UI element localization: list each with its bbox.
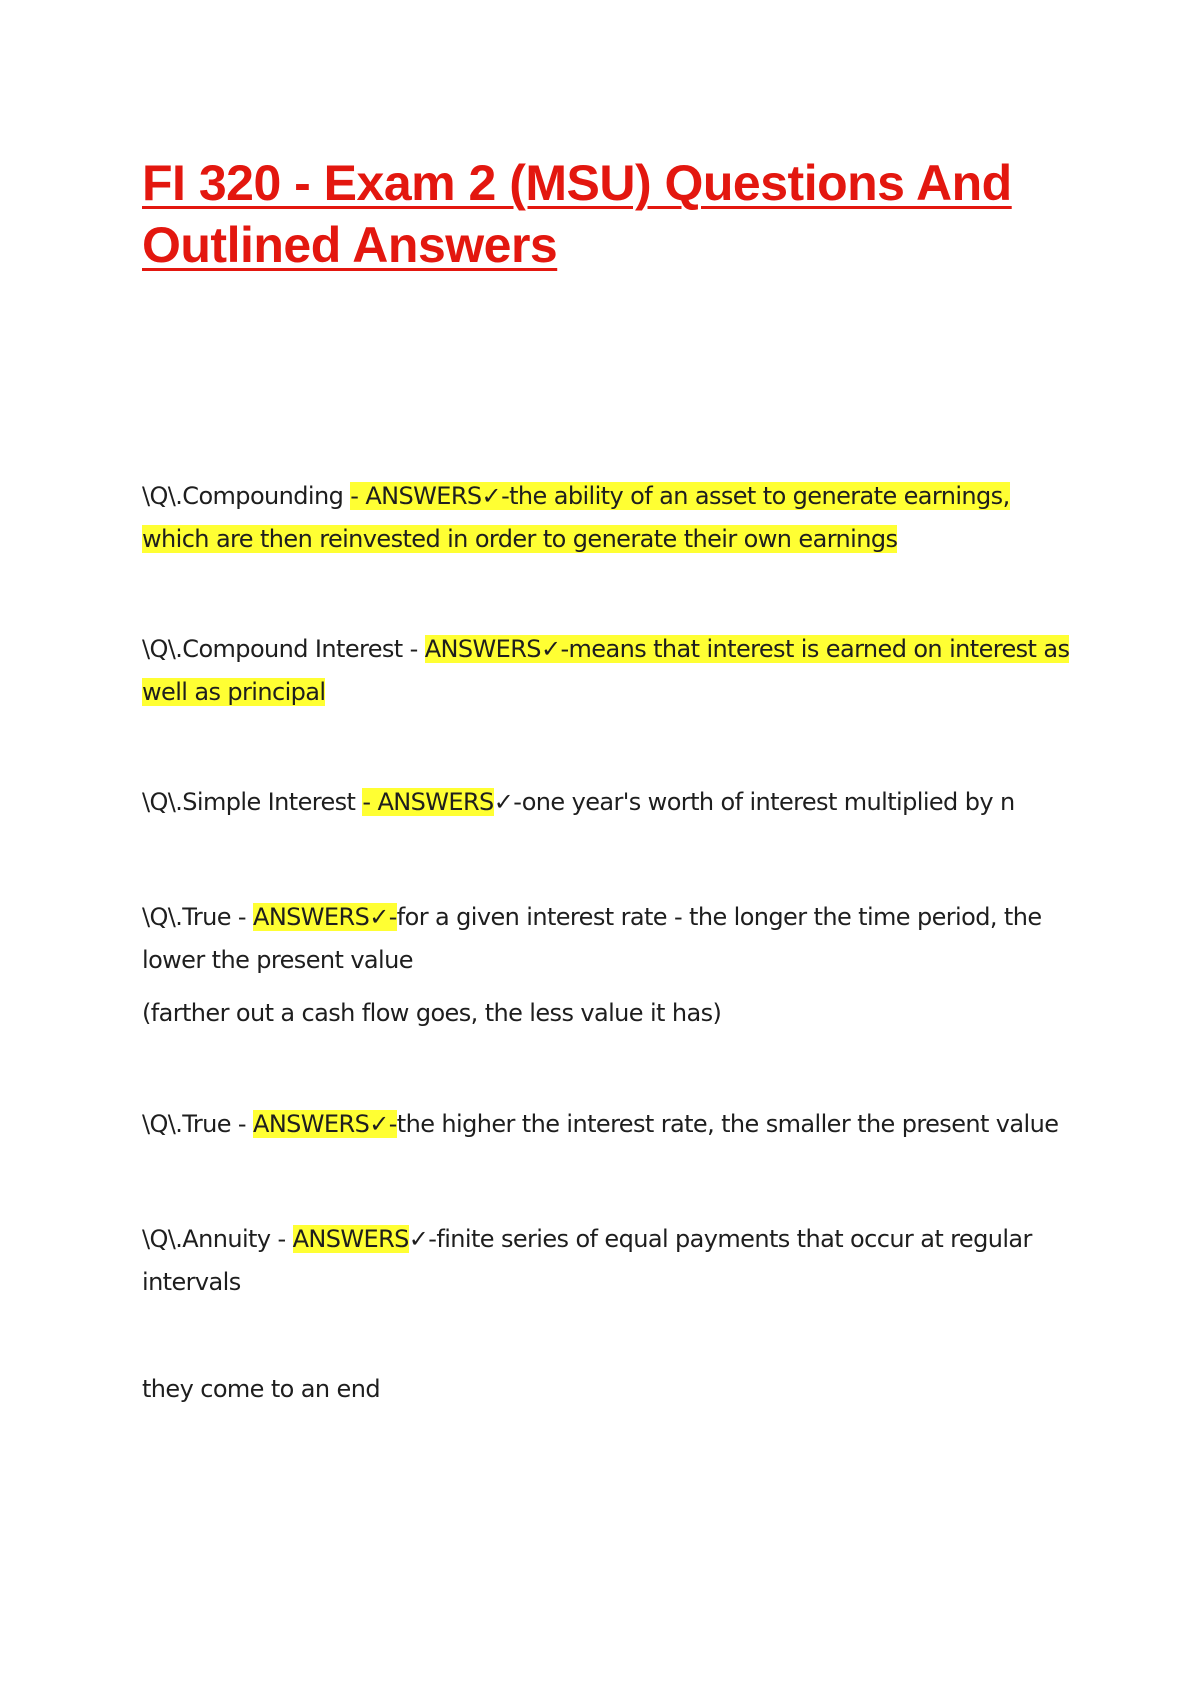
answer-highlight [362,788,493,816]
answers-label: ANSWERS [253,903,370,931]
separator-highlighted: - [350,482,366,510]
checkmark-icon: ✓ [493,788,514,816]
answer-text-plain: the higher the interest rate, the smaller the present value [396,1110,1059,1138]
qa-item-compound-interest [142,628,1082,714]
question-text: \Q\.Compound Interest [142,635,403,663]
answer-text-plain: -one year's worth of interest multiplied by n [513,788,1015,816]
answers-label: ANSWERS [424,635,541,663]
checkmark-icon: ✓ [408,1225,429,1253]
answer-text: -means that interest is earned on interest as well as principal [142,635,1070,706]
document-title [142,152,1042,276]
document-title-text: FI 320 - Exam 2 (MSU) Questions And Outlined Answers [142,155,1012,273]
qa-item-simple-interest [142,781,1082,824]
answer-text-plain: for a given interest rate - the longer the time period, the lower the present value [142,903,1042,974]
checkmark-icon: ✓ [369,903,389,931]
answer-highlight [293,1225,409,1253]
separator-highlighted: - [362,788,378,816]
qa-item-true-time-period [142,896,1082,982]
checkmark-icon: ✓ [481,482,502,510]
question-text: \Q\.Annuity [142,1225,271,1253]
qa-item-annuity [142,1218,1082,1304]
qa-item-true-interest-rate [142,1103,1082,1146]
question-text: \Q\.True [142,903,231,931]
answers-label: ANSWERS [377,788,494,816]
separator: - [230,1110,253,1138]
separator: - [402,635,425,663]
separator: - [230,903,253,931]
answer-highlight [253,903,397,931]
checkmark-icon: ✓ [369,1110,389,1138]
answer-highlight [253,1110,397,1138]
answers-label: ANSWERS [365,482,482,510]
note-annuity-end: they come to an end [142,1375,380,1403]
separator: - [270,1225,293,1253]
answer-text: -the ability of an asset to generate earnings, which are then reinvested in order to generate their own earnings [142,482,1010,553]
answer-text: - [388,903,397,931]
answer-text: - [388,1110,397,1138]
checkmark-icon: ✓ [540,635,561,663]
question-text: \Q\.Compounding [142,482,344,510]
question-text: \Q\.True [142,1110,231,1138]
note-cash-flow: (farther out a cash flow goes, the less value it has) [142,999,722,1027]
answers-label: ANSWERS [253,1110,370,1138]
qa-item-compounding [142,475,1082,561]
answers-label: ANSWERS [292,1225,409,1253]
answer-text-plain: -finite series of equal payments that occur at regular intervals [142,1225,1032,1296]
question-text: \Q\.Simple Interest [142,788,356,816]
